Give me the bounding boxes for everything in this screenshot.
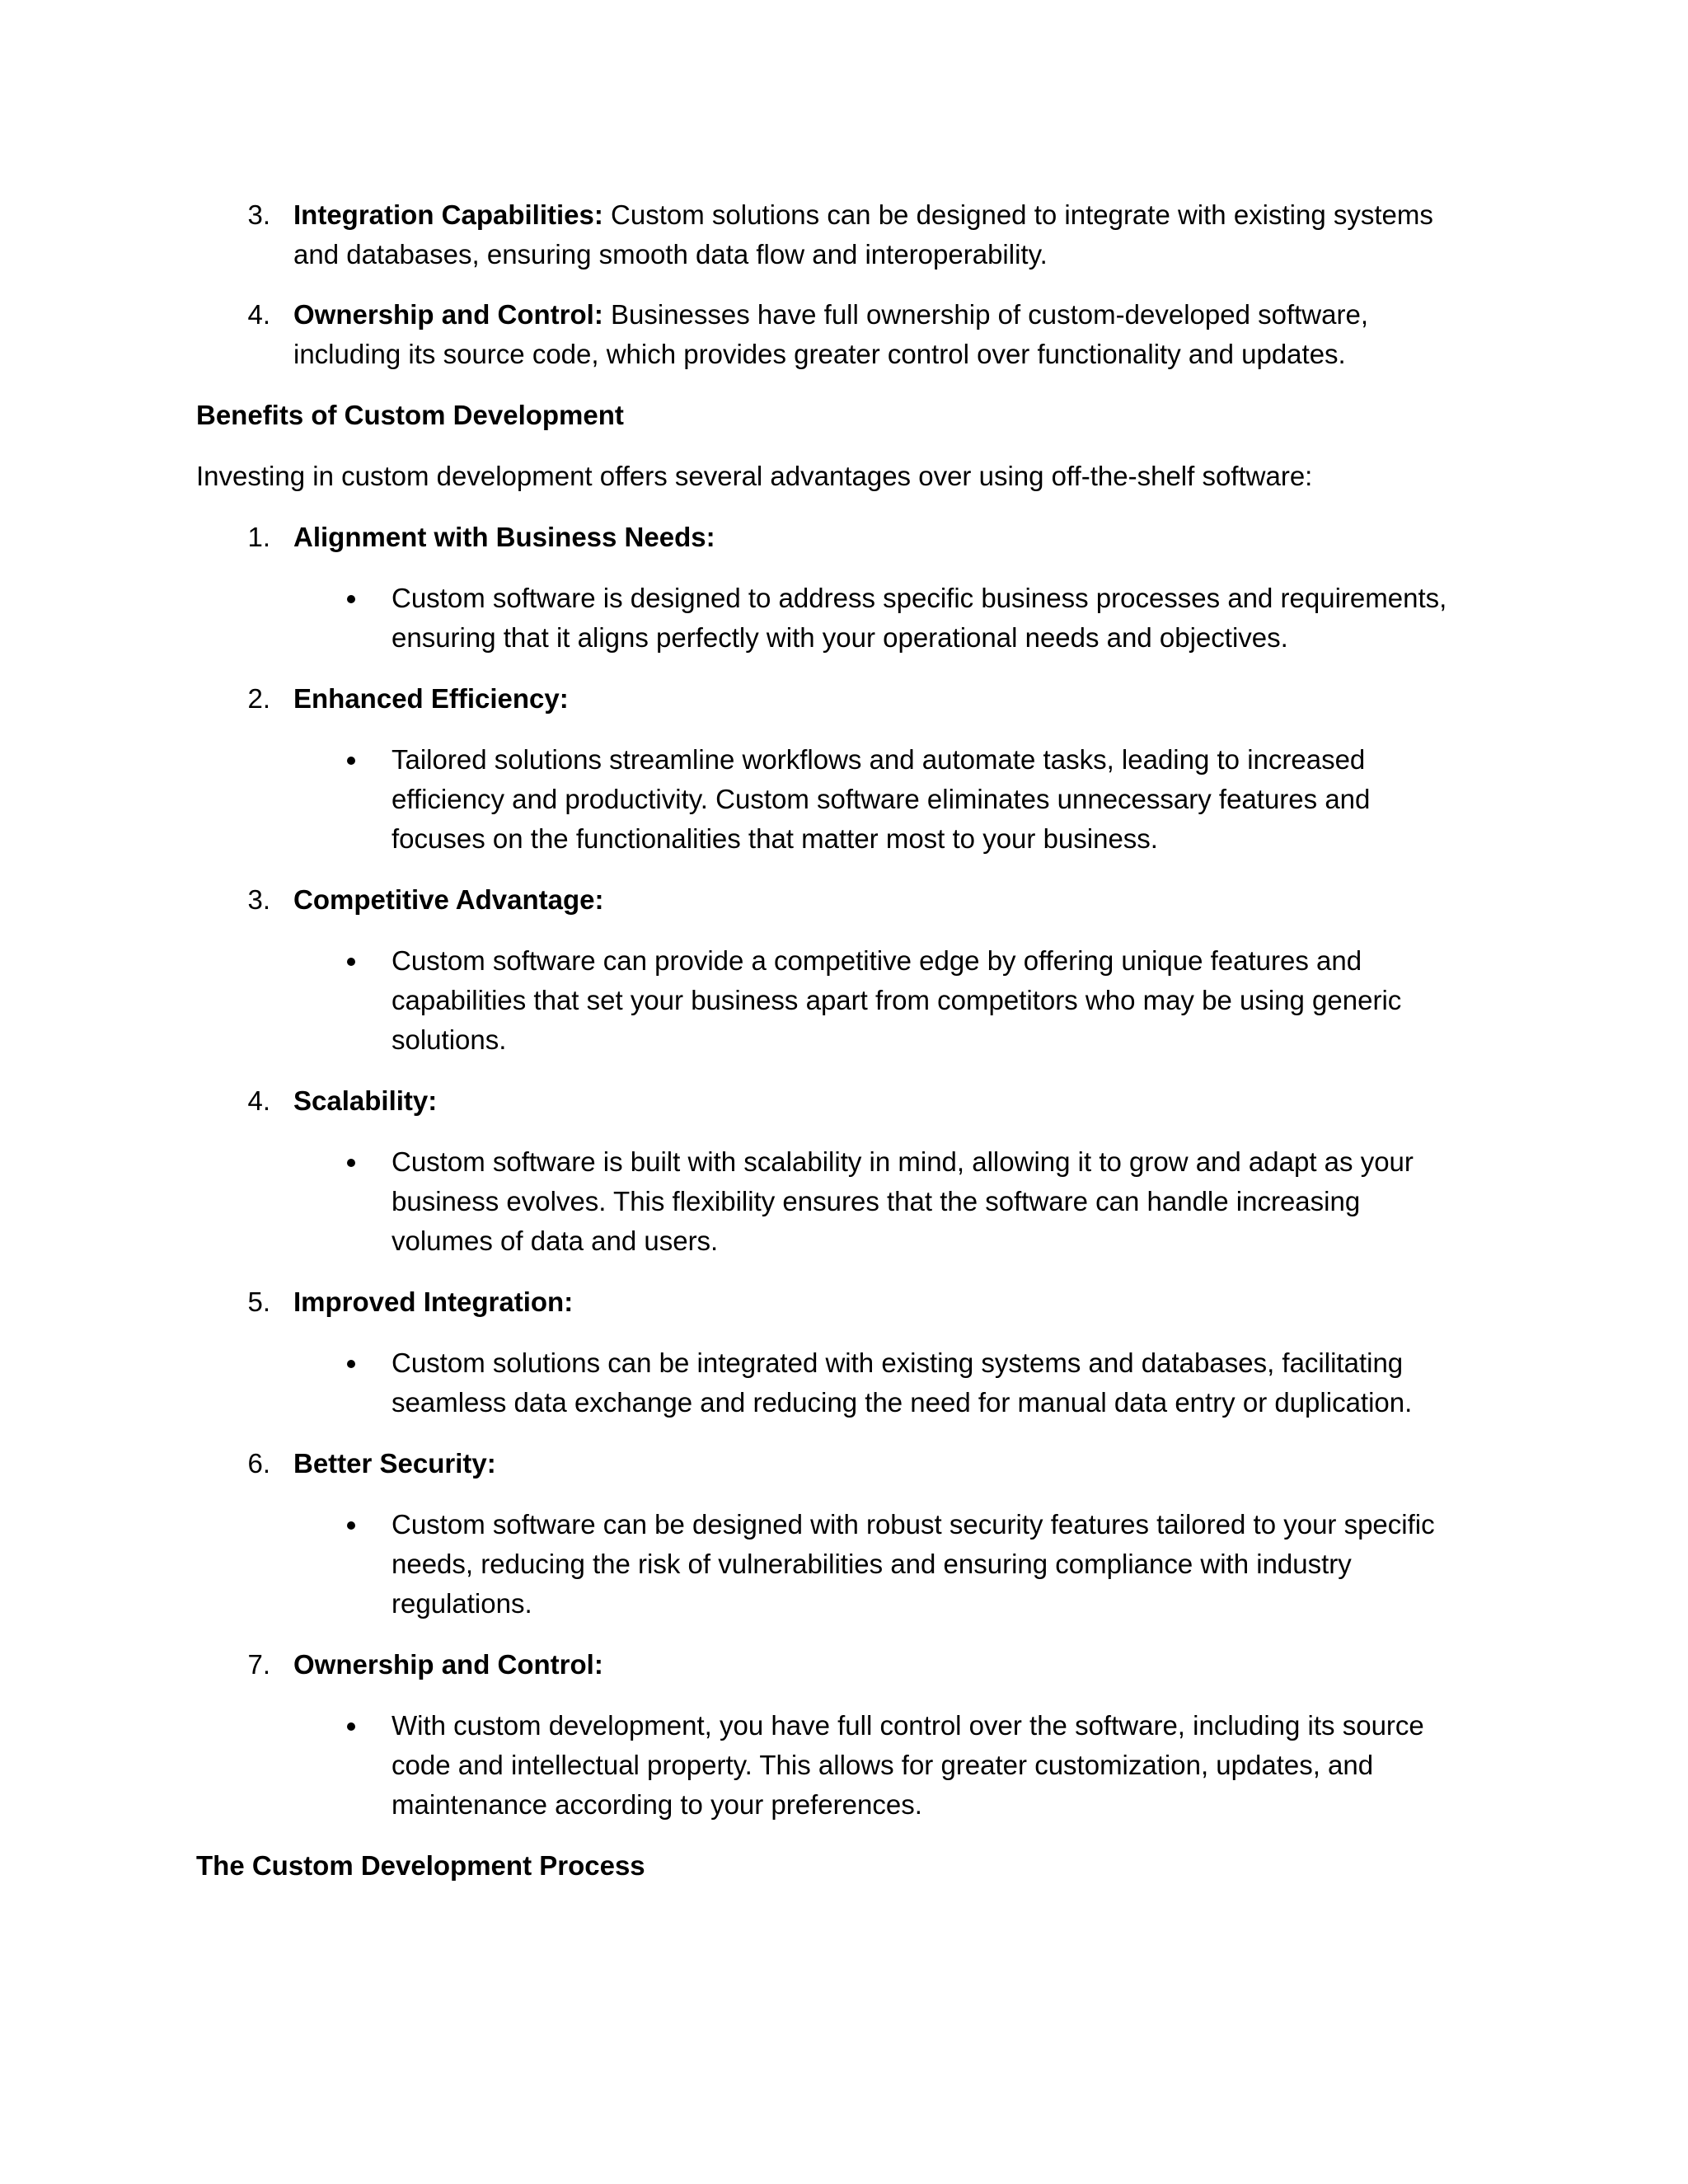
bullet-text: needs, reducing the risk of vulnerabilities and ensuring compliance with industry bbox=[392, 1549, 1352, 1579]
bullet-text: Custom solutions can be integrated with existing systems and databases, facilitating bbox=[392, 1347, 1404, 1378]
bullet-text: Custom software is designed to address specific business processes and requirements, bbox=[392, 583, 1447, 613]
bullet-text: volumes of data and users. bbox=[392, 1226, 719, 1256]
list-number: 4. bbox=[247, 299, 270, 330]
bullet-icon bbox=[347, 1159, 355, 1167]
list-item-line: including its source code, which provides greater control over functionality and updates. bbox=[293, 339, 1346, 369]
list-number: 1. bbox=[247, 522, 270, 552]
list-item-title: Better Security: bbox=[293, 1448, 496, 1479]
list-item-title: Competitive Advantage: bbox=[293, 884, 604, 915]
bullet-icon bbox=[347, 958, 355, 966]
bullet-text: Tailored solutions streamline workflows and automate tasks, leading to increased bbox=[392, 744, 1366, 775]
bullet-icon bbox=[347, 1360, 355, 1368]
list-number: 2. bbox=[247, 683, 270, 714]
list-number: 7. bbox=[247, 1649, 270, 1680]
bullet-text: focuses on the functionalities that matter most to your business. bbox=[392, 823, 1158, 854]
list-item-text: Businesses have full ownership of custom-developed software, bbox=[611, 299, 1368, 330]
list-item-title: Alignment with Business Needs: bbox=[293, 522, 715, 552]
bullet-text: seamless data exchange and reducing the need for manual data entry or duplication. bbox=[392, 1387, 1413, 1418]
list-item-title: Ownership and Control: bbox=[293, 299, 603, 330]
bullet-text: maintenance according to your preferences. bbox=[392, 1789, 922, 1820]
bullet-icon bbox=[347, 1521, 355, 1530]
list-item-line: and databases, ensuring smooth data flow and interoperability. bbox=[293, 239, 1048, 269]
bullet-text: efficiency and productivity. Custom software eliminates unnecessary features and bbox=[392, 784, 1371, 814]
list-item-title: Scalability: bbox=[293, 1085, 438, 1116]
list-item-title: Integration Capabilities: bbox=[293, 199, 603, 230]
bullet-text: Custom software can provide a competitive edge by offering unique features and bbox=[392, 945, 1362, 976]
section-heading-process: The Custom Development Process bbox=[196, 1850, 645, 1881]
bullet-text: code and intellectual property. This allows for greater customization, updates, and bbox=[392, 1750, 1374, 1780]
bullet-icon bbox=[347, 757, 355, 765]
list-number: 4. bbox=[247, 1085, 270, 1116]
bullet-text: business evolves. This flexibility ensures that the software can handle increasing bbox=[392, 1186, 1361, 1216]
bullet-text: solutions. bbox=[392, 1024, 507, 1055]
bullet-text: Custom software is built with scalability in mind, allowing it to grow and adapt as your bbox=[392, 1146, 1414, 1177]
section-heading-benefits: Benefits of Custom Development bbox=[196, 400, 624, 430]
bullet-icon bbox=[347, 595, 355, 603]
bullet-text: Custom software can be designed with robust security features tailored to your specific bbox=[392, 1509, 1435, 1540]
bullet-text: capabilities that set your business apart from competitors who may be using generic bbox=[392, 985, 1402, 1015]
list-number: 3. bbox=[247, 884, 270, 915]
list-item-title: Improved Integration: bbox=[293, 1286, 574, 1317]
bullet-icon bbox=[347, 1722, 355, 1731]
list-number: 6. bbox=[247, 1448, 270, 1479]
list-item-title: Enhanced Efficiency: bbox=[293, 683, 569, 714]
bullet-text: regulations. bbox=[392, 1588, 532, 1619]
list-number: 5. bbox=[247, 1286, 270, 1317]
list-item-text: Custom solutions can be designed to integrate with existing systems bbox=[611, 199, 1433, 230]
bullet-text: ensuring that it aligns perfectly with your operational needs and objectives. bbox=[392, 622, 1288, 653]
section-intro: Investing in custom development offers several advantages over using off-the-shelf software: bbox=[196, 461, 1313, 491]
list-item-line bbox=[293, 195, 1433, 235]
bullet-text: With custom development, you have full control over the software, including its source bbox=[392, 1710, 1424, 1741]
list-item-title: Ownership and Control: bbox=[293, 1649, 603, 1680]
list-number: 3. bbox=[247, 199, 270, 230]
list-item-line bbox=[293, 295, 1368, 335]
